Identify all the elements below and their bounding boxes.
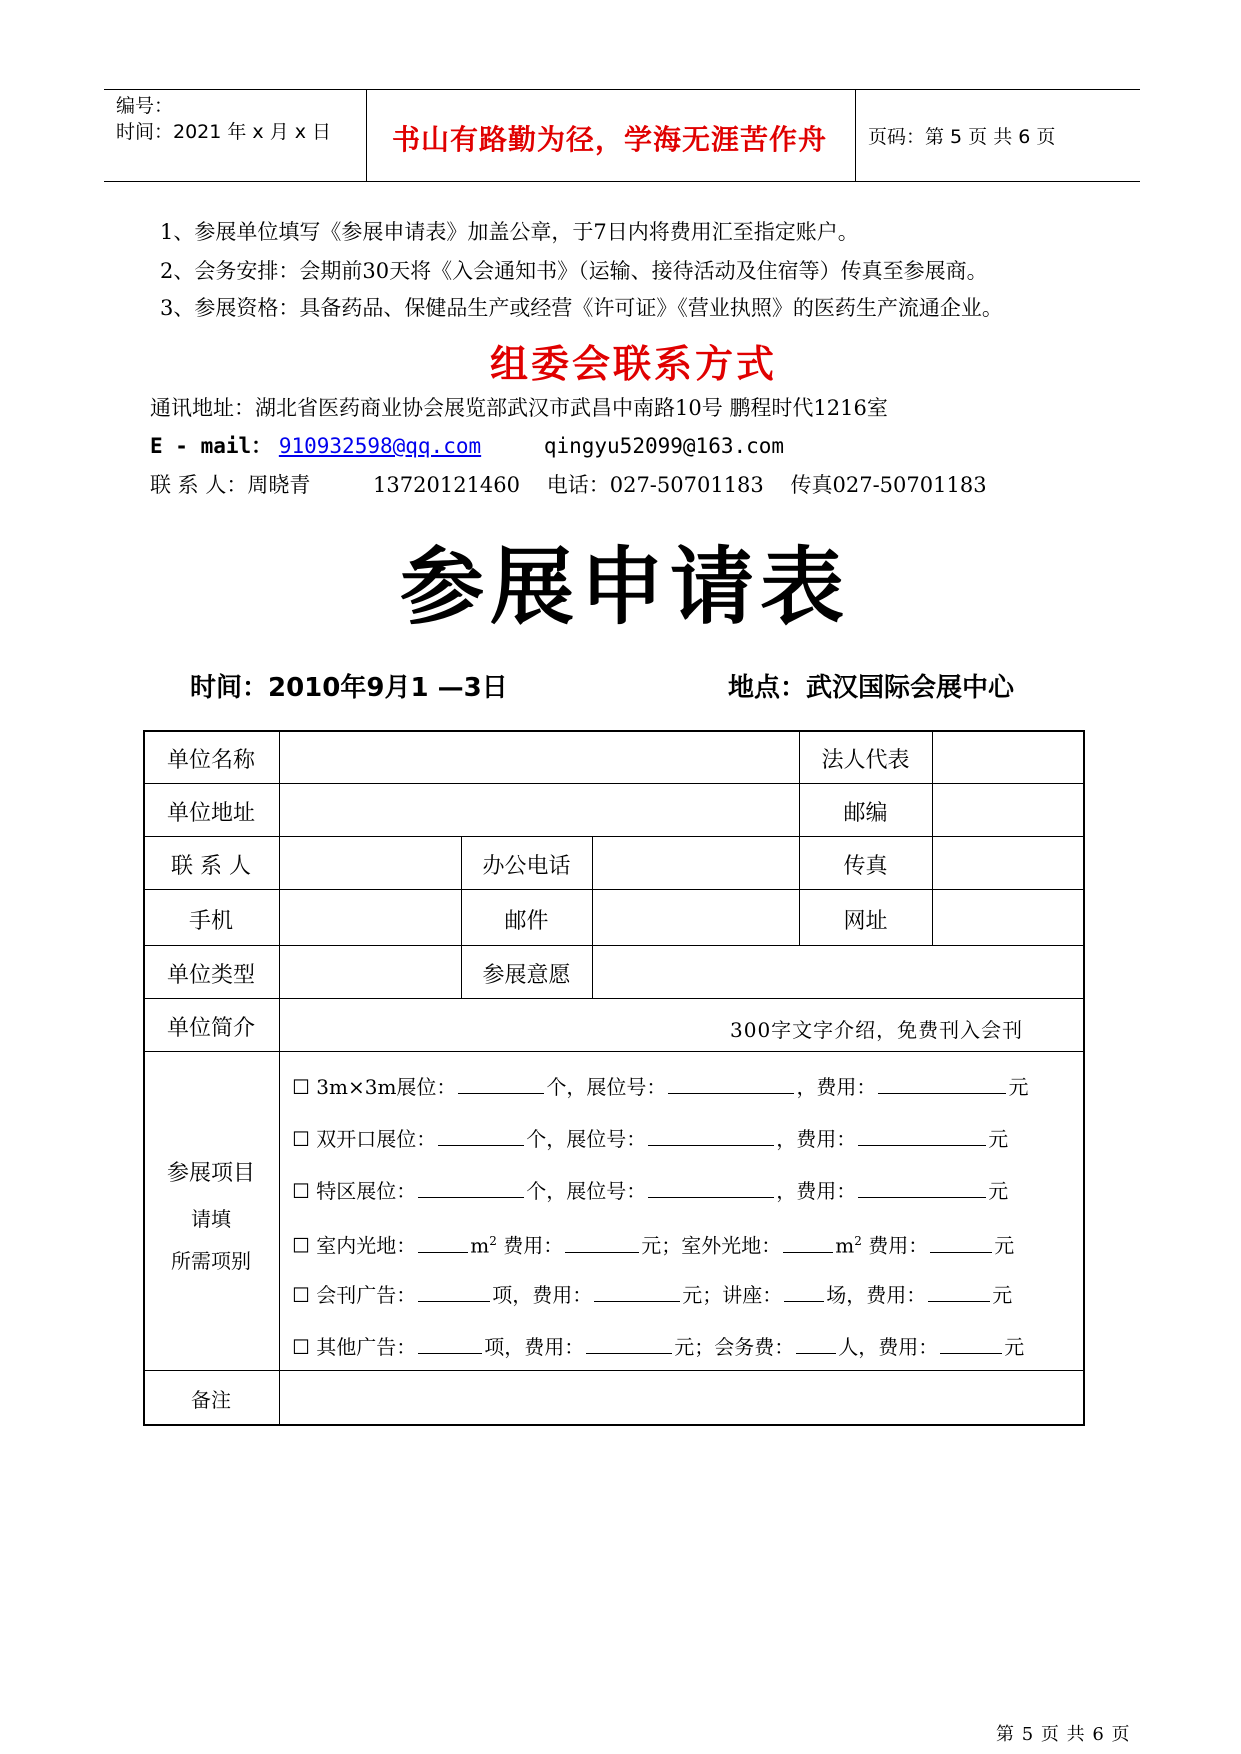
contact-label: 联 系 人： (150, 473, 248, 497)
header-number: 编号： (116, 95, 174, 117)
table-rule (279, 730, 280, 1426)
blank-field[interactable] (858, 1123, 986, 1146)
blank-field[interactable] (438, 1123, 524, 1146)
blank-field[interactable] (594, 1279, 680, 1302)
option-standard-booth[interactable]: ☐ 3m×3m展位： 个，展位号： ，费用： 元 (292, 1071, 1028, 1101)
label-postcode: 邮编 (843, 801, 888, 826)
blank-field[interactable] (418, 1230, 468, 1253)
blank-field[interactable] (418, 1331, 482, 1354)
label-remarks: 备注 (191, 1388, 231, 1412)
blank-field[interactable] (878, 1071, 1006, 1094)
label-email: 邮件 (504, 909, 549, 934)
note-text: 具备药品、保健品生产或经营《许可证》《营业执照》的医药生产流通企业。 (299, 296, 1003, 320)
input-postcode[interactable] (934, 785, 1082, 835)
input-office-phone[interactable] (594, 838, 797, 888)
organizer-contact-line (150, 470, 987, 500)
organizer-title: 组委会联系方式 (490, 342, 778, 386)
checkbox-icon[interactable]: ☐ (292, 1127, 310, 1151)
input-website[interactable] (934, 891, 1082, 944)
blank-field[interactable] (930, 1230, 992, 1253)
table-rule (143, 998, 1085, 999)
option-other-ad[interactable]: ☐ 其他广告： 项，费用： 元；会务费： 人，费用： 元 (292, 1331, 1024, 1361)
input-unit-type[interactable] (281, 947, 459, 997)
note-2 (160, 256, 988, 286)
label-unit-address: 单位地址 (166, 801, 255, 826)
email-secondary: qingyu52099@163.com (543, 434, 785, 458)
table-rule (143, 889, 1085, 890)
checkbox-icon[interactable]: ☐ (292, 1075, 310, 1099)
label-unit-type: 单位类型 (166, 963, 255, 988)
address-value: 湖北省医药商业协会展览部武汉市武昌中南路10号 鹏程时代1216室 (255, 396, 888, 420)
input-legal-rep[interactable] (934, 732, 1082, 782)
contact-mobile: 13720121460 (373, 473, 521, 497)
note-label: 参展资格： (194, 296, 300, 320)
note-label: 会务安排： (194, 259, 300, 283)
blank-field[interactable] (586, 1331, 672, 1354)
note-3 (160, 293, 1003, 323)
note-prefix: 2、 (160, 259, 195, 283)
header-divider (366, 90, 367, 182)
label-website: 网址 (843, 909, 888, 934)
label-legal-rep: 法人代表 (821, 748, 910, 773)
blank-field[interactable] (458, 1071, 544, 1094)
blank-field[interactable] (668, 1071, 794, 1094)
label-office-phone: 办公电话 (482, 854, 571, 879)
input-unit-name[interactable] (281, 732, 797, 782)
input-intent[interactable] (594, 947, 1082, 997)
blank-field[interactable] (940, 1331, 1002, 1354)
label-items-fill: 请填 (191, 1207, 231, 1231)
note-prefix: 1、 (160, 220, 195, 244)
contact-phone: 电话：027-50701183 (546, 473, 764, 497)
table-rule (143, 1370, 1085, 1371)
note-text: 参展单位填写《参展申请表》加盖公章，于7日内将费用汇至指定账户。 (194, 220, 859, 244)
note-prefix: 3、 (160, 296, 195, 320)
table-rule (932, 730, 933, 945)
label-contact: 联 系 人 (171, 854, 251, 879)
checkbox-icon[interactable]: ☐ (292, 1233, 310, 1258)
page-footer: 第 5 页 共 6 页 (996, 1724, 1131, 1745)
blank-field[interactable] (796, 1331, 836, 1354)
input-remarks[interactable] (281, 1372, 1082, 1424)
note-1 (160, 217, 859, 247)
header-page-code: 页码：第 5 页 共 6 页 (868, 126, 1056, 148)
blank-field[interactable] (565, 1230, 639, 1253)
checkbox-icon[interactable]: ☐ (292, 1179, 310, 1203)
table-rule (143, 1051, 1085, 1052)
input-mobile[interactable] (281, 891, 459, 944)
email-link[interactable]: 910932598@qq.com (278, 434, 482, 458)
blank-field[interactable] (418, 1175, 524, 1198)
label-items: 参展项目 (166, 1161, 255, 1186)
checkbox-icon[interactable]: ☐ (292, 1335, 310, 1359)
table-rule (143, 836, 1085, 837)
blank-field[interactable] (783, 1230, 833, 1253)
contact-fax: 传真027-50701183 (790, 473, 987, 497)
table-rule (143, 783, 1085, 784)
label-items-select: 所需项别 (171, 1249, 251, 1273)
option-double-open-booth[interactable]: ☐ 双开口展位： 个，展位号： ，费用： 元 (292, 1123, 1008, 1153)
label-unit-name: 单位名称 (166, 748, 255, 773)
header-bottom-rule (104, 181, 1140, 182)
form-place: 地点：武汉国际会展中心 (728, 673, 1015, 703)
table-rule (592, 836, 593, 998)
label-intro: 单位简介 (166, 1016, 255, 1041)
label-fax: 传真 (843, 854, 888, 879)
input-unit-address[interactable] (281, 785, 797, 835)
option-special-booth[interactable]: ☐ 特区展位： 个，展位号： ，费用： 元 (292, 1175, 1008, 1205)
blank-field[interactable] (648, 1123, 774, 1146)
input-fax[interactable] (934, 838, 1082, 888)
form-title: 参展申请表 (400, 538, 851, 636)
blank-field[interactable] (418, 1279, 490, 1302)
blank-field[interactable] (784, 1279, 824, 1302)
email-label: E - mail： (150, 434, 273, 458)
address-label: 通讯地址： (150, 396, 255, 420)
option-raw-space[interactable]: ☐ 室内光地： $m^2$ 费用： 元；室外光地： $m^2$ 费用： 元 (292, 1227, 1014, 1260)
input-contact[interactable] (281, 838, 459, 888)
checkbox-icon[interactable]: ☐ (292, 1283, 310, 1307)
organizer-address-line (150, 393, 888, 423)
organizer-email-line (150, 431, 784, 461)
label-mobile: 手机 (188, 909, 233, 934)
input-email[interactable] (594, 891, 797, 944)
header-divider (855, 90, 856, 182)
blank-field[interactable] (858, 1175, 986, 1198)
header-motto: 书山有路勤为径，学海无涯苦作舟 (392, 123, 828, 156)
header-time: 时间：2021 年 x 月 x 日 (116, 121, 332, 143)
contact-name: 周晓青 (247, 473, 311, 497)
label-intent: 参展意愿 (482, 963, 571, 988)
table-rule (143, 945, 1085, 946)
form-time: 时间：2010年9月1 —3日 (190, 673, 508, 703)
header-top-rule (104, 89, 1140, 90)
blank-field[interactable] (928, 1279, 990, 1302)
blank-field[interactable] (648, 1175, 774, 1198)
note-text: 会期前30天将《入会通知书》（运输、接待活动及住宿等）传真至参展商。 (299, 259, 988, 283)
option-catalog-ad[interactable]: ☐ 会刊广告： 项，费用： 元；讲座： 场，费用： 元 (292, 1279, 1012, 1309)
intro-hint: 300字文字介绍，免费刊入会刊 (730, 1018, 1024, 1042)
